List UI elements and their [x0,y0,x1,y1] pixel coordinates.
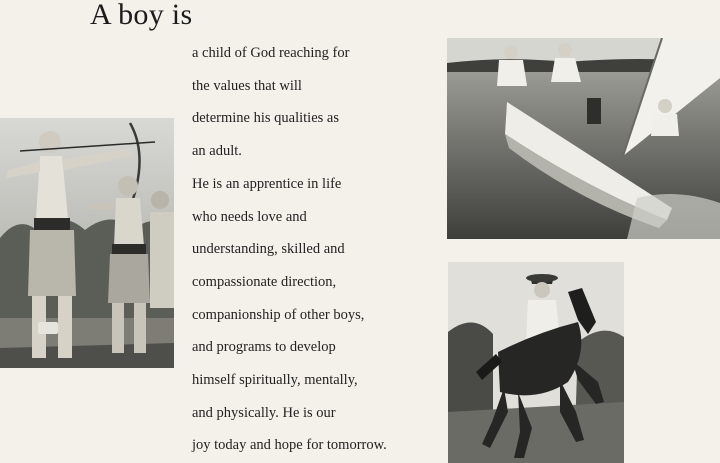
body-text [192,37,442,462]
body-line: joy today and hope for tomorrow. [192,437,387,454]
body-line: companionship of other boys, [192,306,365,323]
sailing-photo [447,38,720,239]
body-line: who needs love and [192,208,307,225]
body-line: and physically. He is our [192,404,336,421]
body-line: compassionate direction, [192,273,337,290]
archery-illustration [0,118,174,368]
body-line: understanding, skilled and [192,241,345,258]
body-line: himself spiritually, mentally, [192,372,358,389]
body-line: an adult. [192,143,242,160]
body-line: a child of God reaching for [192,45,350,61]
headline: A boy is [90,0,193,31]
horse-riding-illustration [448,262,624,463]
horse-riding-photo [448,262,624,463]
body-line: He is an apprentice in life [192,175,342,192]
body-line: and programs to develop [192,339,336,356]
archery-photo [0,118,174,368]
body-line: determine his qualities as [192,110,339,127]
sailing-illustration [447,38,720,239]
body-line: the values that will [192,77,302,94]
